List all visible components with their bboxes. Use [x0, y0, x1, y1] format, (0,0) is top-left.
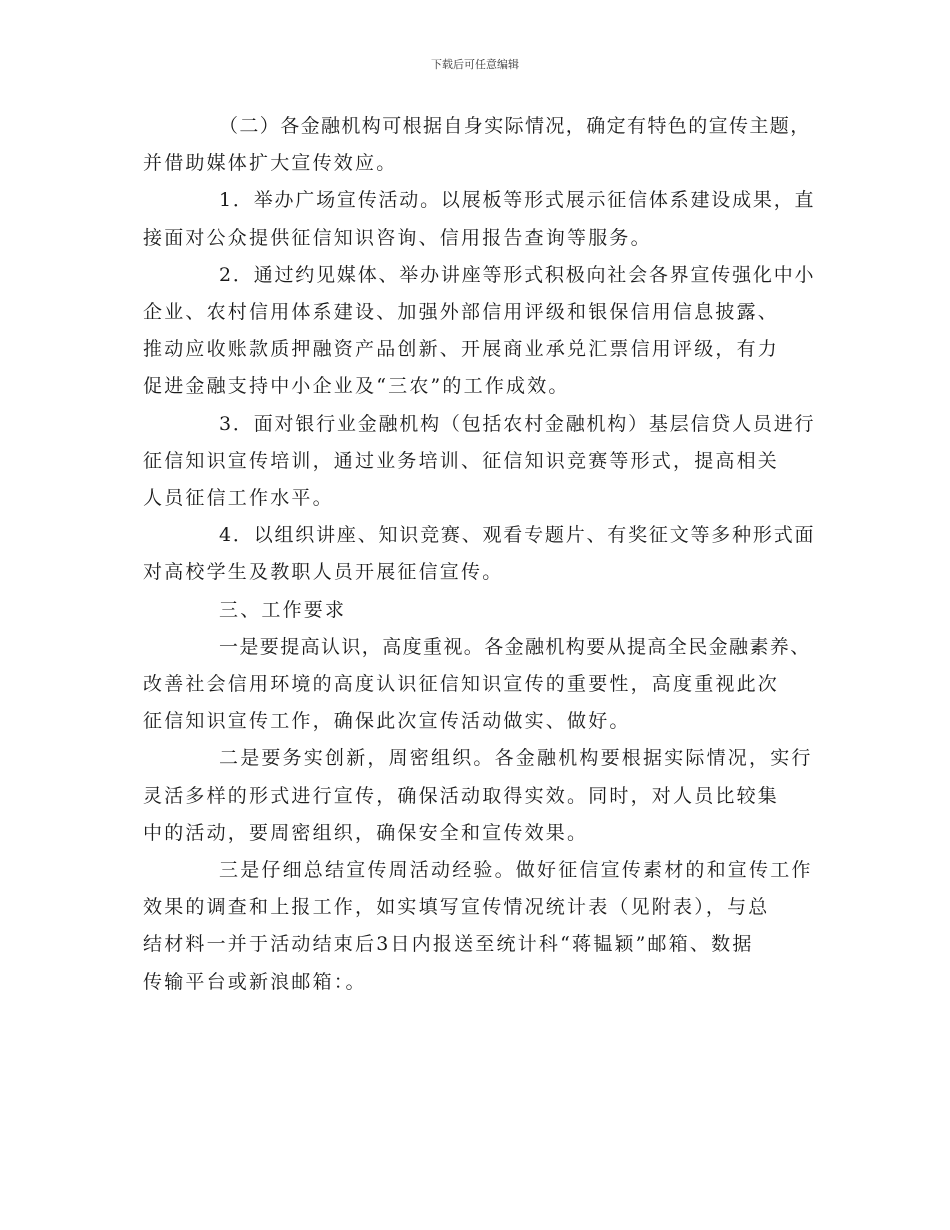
paragraph-line: 企业、农村信用体系建设、加强外部信用评级和银保信用信息披露、: [143, 301, 780, 324]
paragraph-line: 促进金融支持中小企业及“三农”的工作成效。: [143, 375, 570, 398]
paragraph-line: 对高校学生及教职人员开展征信宣传。: [143, 561, 504, 584]
paragraph-line: 2．通过约见媒体、举办讲座等形式积极向社会各界宣传强化中小: [219, 263, 816, 286]
paragraph-line: 一是要提高认识，高度重视。各金融机构要从提高全民金融素养、: [219, 635, 811, 658]
paragraph-line: 灵活多样的形式进行宣传，确保活动取得实效。同时，对人员比较集: [143, 784, 780, 807]
paragraph-line: 二是要务实创新，周密组织。各金融机构要根据实际情况，实行: [219, 747, 813, 770]
paragraph-requirement-2: [143, 740, 815, 852]
paragraph-line: 推动应收账款质押融资产品创新、开展商业承兑汇票信用评级，有力: [143, 338, 780, 361]
paragraph-item-4: [143, 517, 815, 591]
paragraph-line: 征信知识宣传培训，通过业务培训、征信知识竞赛等形式，提高相关: [143, 449, 780, 472]
paragraph-line: 1．举办广场宣传活动。以展板等形式展示征信体系建设成果，直: [219, 189, 816, 212]
document-body: [143, 108, 815, 1001]
section-heading: 三、工作要求: [219, 598, 347, 621]
paragraph-line: 三是仔细总结宣传周活动经验。做好征信宣传素材的和宣传工作: [219, 859, 813, 882]
paragraph-line: 4．以组织讲座、知识竞赛、观看专题片、有奖征文等多种形式面: [219, 524, 816, 547]
paragraph-item-2: [143, 257, 815, 406]
paragraph-intro: [143, 108, 815, 182]
paragraph-line: 3．面对银行业金融机构（包括农村金融机构）基层信贷人员进行: [219, 412, 816, 435]
paragraph-line: 人员征信工作水平。: [143, 487, 334, 510]
paragraph-line: （二）各金融机构可根据自身实际情况，确定有特色的宣传主题，: [219, 115, 811, 137]
page-header-watermark: 下载后可任意编辑: [431, 58, 519, 71]
paragraph-line: 效果的调查和上报工作，如实填写宣传情况统计表（见附表），与总: [143, 896, 770, 919]
paragraph-line: 接面对公众提供征信知识咨询、信用报告查询等服务。: [143, 226, 652, 249]
paragraph-requirement-3: [143, 852, 815, 1001]
paragraph-requirement-1: [143, 629, 815, 741]
section-heading-requirements: [143, 592, 815, 629]
paragraph-line: 改善社会信用环境的高度认识征信知识宣传的重要性，高度重视此次: [143, 673, 780, 696]
paragraph-item-3: [143, 406, 815, 518]
paragraph-line: 中的活动，要周密组织，确保安全和宣传效果。: [143, 821, 589, 844]
paragraph-line: 并借助媒体扩大宣传效应。: [143, 152, 398, 175]
paragraph-line: 传输平台或新浪邮箱：。: [143, 970, 367, 993]
paragraph-line: 结材料一并于活动结束后3日内报送至统计科“蒋韫颖”邮箱、数据: [143, 933, 754, 956]
paragraph-item-1: [143, 182, 815, 256]
paragraph-line: 征信知识宣传工作，确保此次宣传活动做实、做好。: [143, 710, 631, 733]
